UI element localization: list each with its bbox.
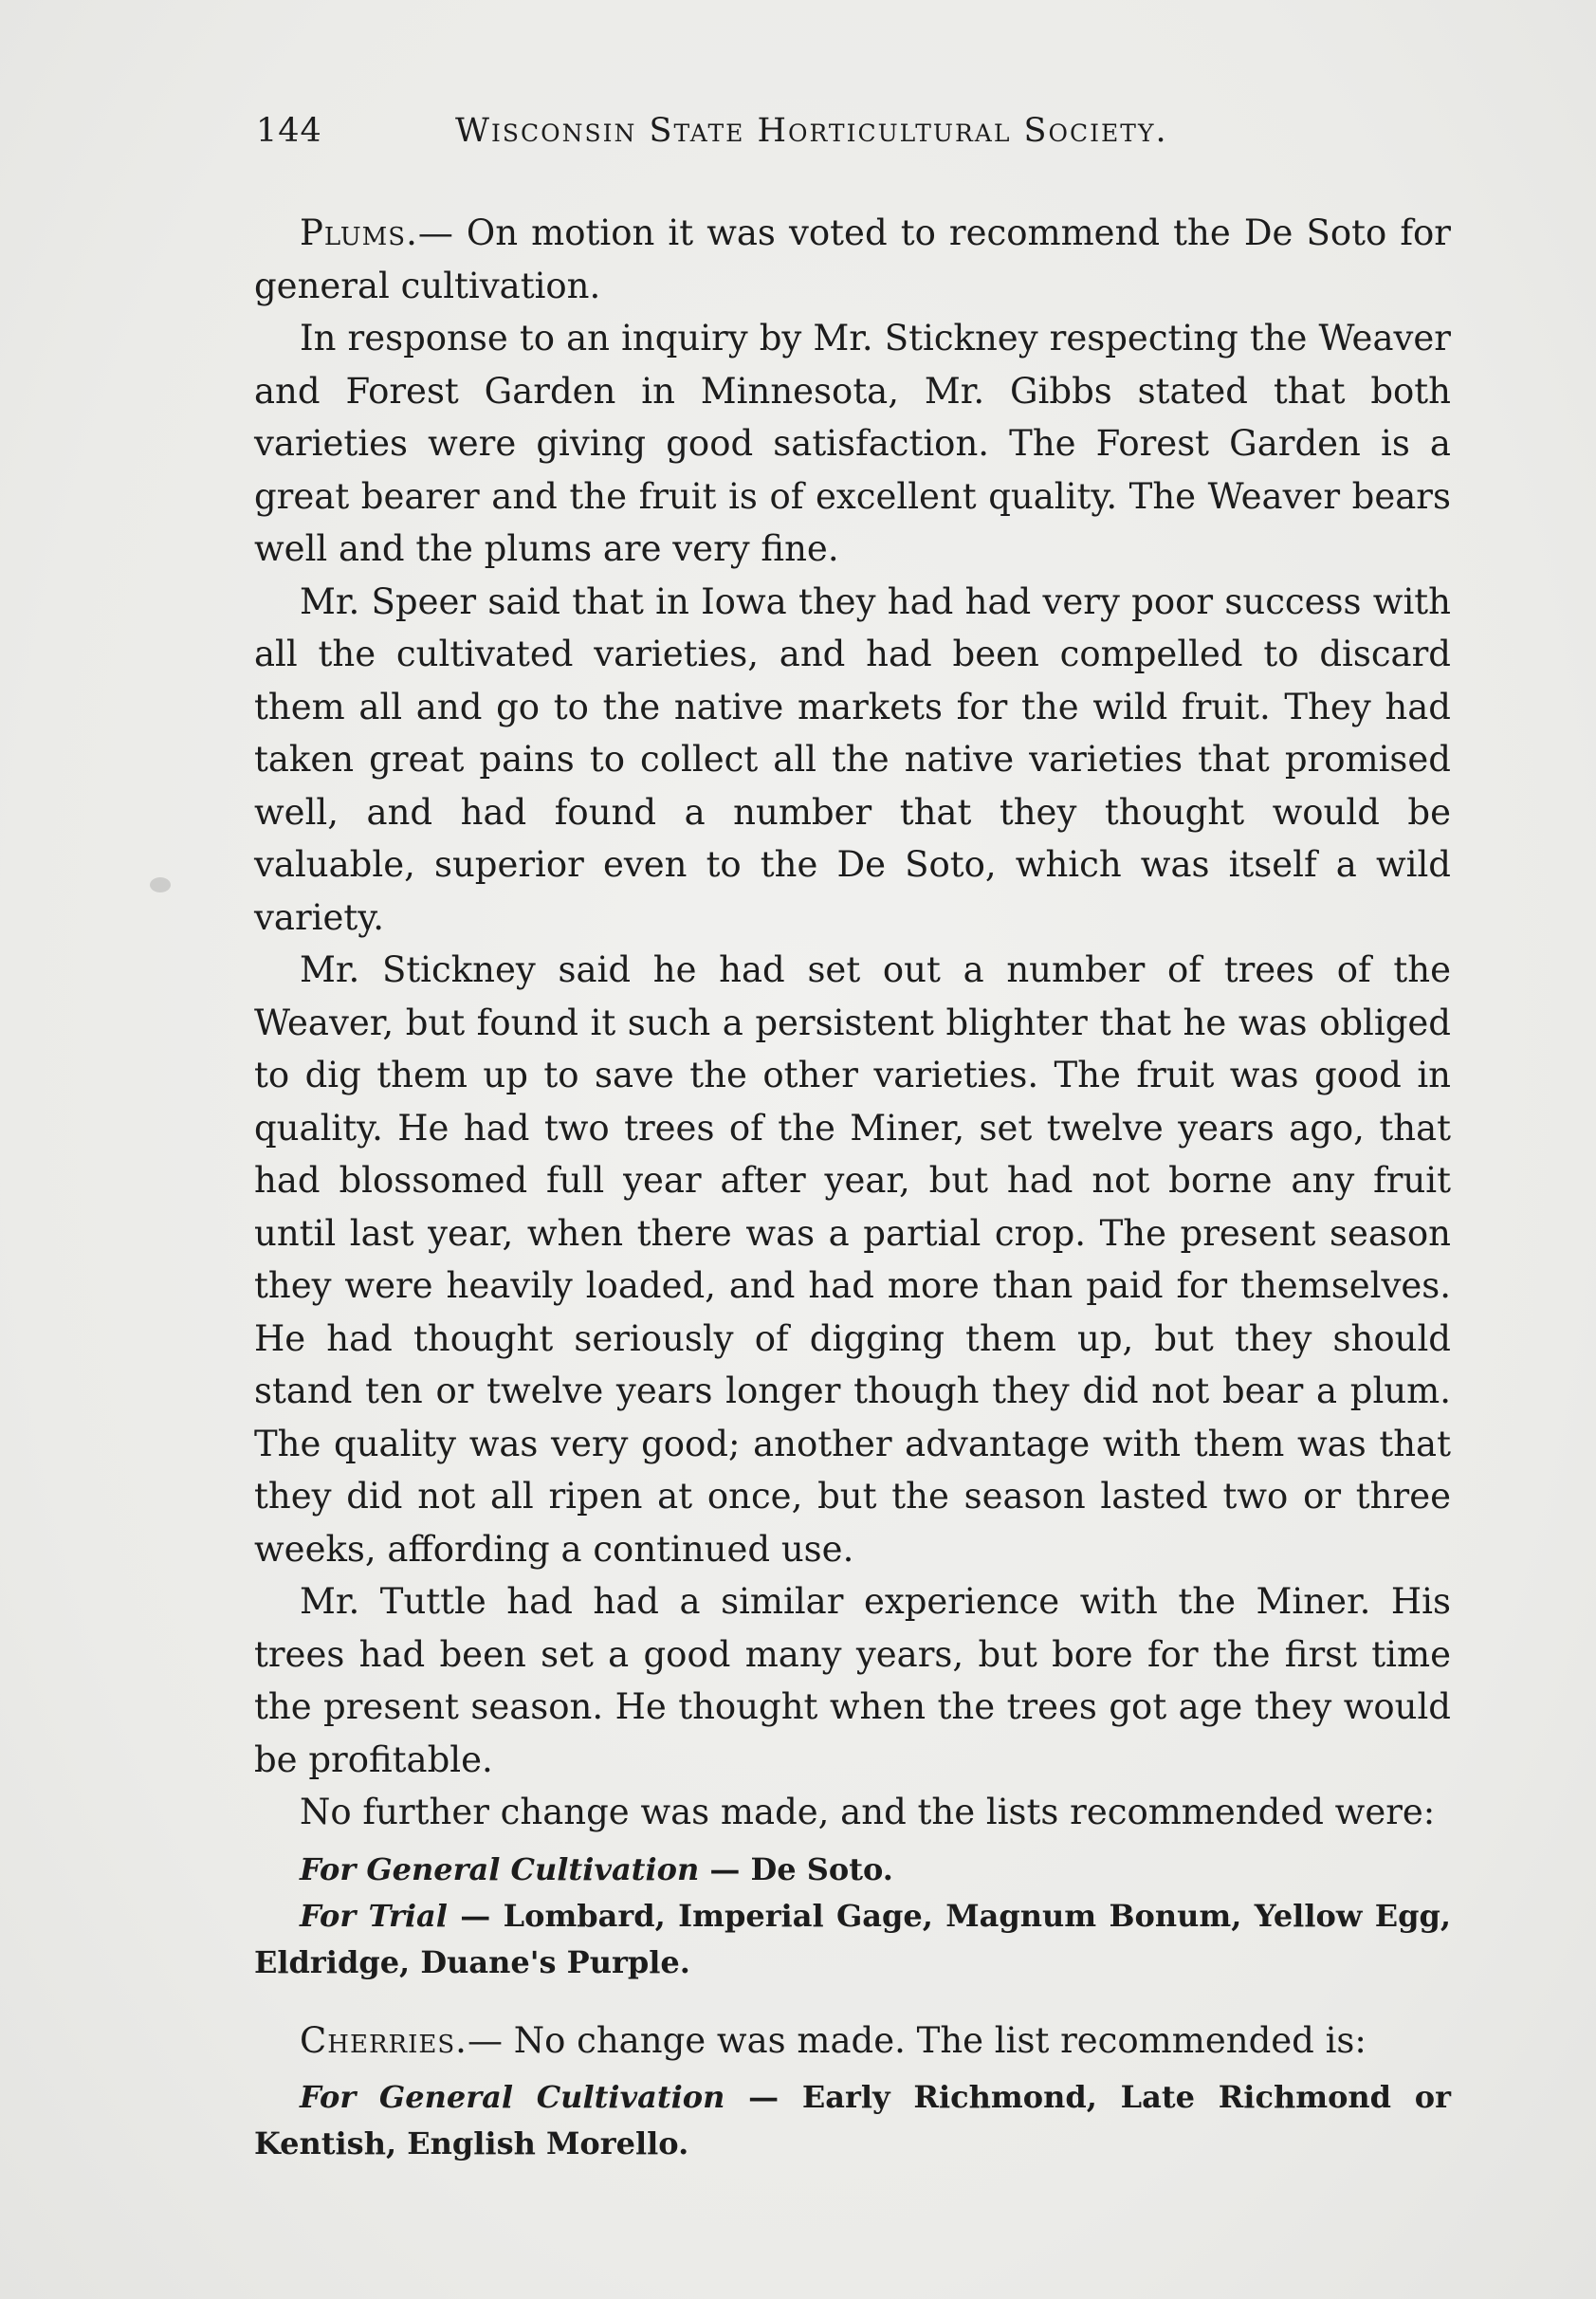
- cherries-general-label: For General Cultivation: [300, 2079, 725, 2115]
- plums-lists: [254, 1847, 1451, 1986]
- plums-general-label: For General Cultivation: [300, 1850, 700, 1887]
- cherries-intro: [254, 2014, 1451, 2068]
- plums-heading: Plums.: [300, 212, 418, 253]
- plums-p5: Mr. Tuttle had had a similar experience with the Miner. His trees had been set a good many years, but bore for the first time the present season. He thought when the trees got age they would be profitable.: [254, 1581, 1451, 1780]
- page-header: [256, 112, 1261, 159]
- spacer: [254, 1986, 1451, 2014]
- cherries-general-list: [254, 2074, 1451, 2167]
- plums-trial-list: [254, 1893, 1451, 1986]
- spacer: [254, 2067, 1451, 2074]
- running-head: Wisconsin State Horticultural Society.: [455, 112, 1168, 150]
- plums-p3: Mr. Speer said that in Iowa they had had very poor success with all the cultivated varieties, and had been compelled to discard them all and go to the native markets for the wild fruit. They had taken great pains to collect all the native varieties that promised well, and had found a number that they thought would be valuable, superior even to the De Soto, which was itself a wild variety.: [254, 580, 1451, 938]
- page-number: 144: [256, 112, 322, 150]
- plums-trial-values: — Lombard, Imperial Gage, Magnum Bonum, Yellow Egg, Eldridge, Duane's Purple.: [254, 1897, 1451, 1980]
- cherries-p1: — No change was made. The list recommended is:: [467, 2019, 1367, 2061]
- plums-p1: — On motion it was voted to recommend the De Soto for general cultivation.: [254, 212, 1451, 306]
- cherries-general-values: — Early Richmond, Late Richmond or Kentish, English Morello.: [254, 2079, 1452, 2161]
- plums-p6: No further change was made, and the lists recommended were:: [300, 1792, 1436, 1832]
- body-text: [254, 207, 1451, 2167]
- spacer: [254, 1839, 1451, 1847]
- page-speck: [150, 877, 171, 892]
- plums-general-values: — De Soto.: [699, 1850, 893, 1887]
- plums-intro: [254, 207, 1451, 312]
- plums-p2: In response to an inquiry by Mr. Stickney respecting the Weaver and Forest Garden in Minnesota, Mr. Gibbs stated that both varieties were giving good satisfaction. The Forest Garden is a great bearer and the fruit is of excellent quality. The Weaver bears well and the plums are very fine.: [254, 318, 1451, 569]
- cherries-lists: [254, 2074, 1451, 2167]
- plums-p4: Mr. Stickney said he had set out a number of trees of the Weaver, but found it such a persistent blighter that he was obliged to dig them up to save the other varieties. The fruit was good in quality. He had two trees of the Miner, set twelve years ago, that had blossomed full year after year, but had not borne any fruit until last year, when there was a partial crop. The present season they were heavily loaded, and had more than paid for themselves. He had thought seriously of digging them up, but they should stand ten or twelve years longer though they did not bear a plum. The quality was very good; another advantage with them was that they did not all ripen at once, but the season lasted two or three weeks, affording a continued use.: [254, 949, 1451, 1570]
- plums-general-list: [254, 1847, 1451, 1893]
- plums-trial-label: For Trial: [300, 1897, 448, 1934]
- cherries-heading: Cherries.: [300, 2019, 468, 2061]
